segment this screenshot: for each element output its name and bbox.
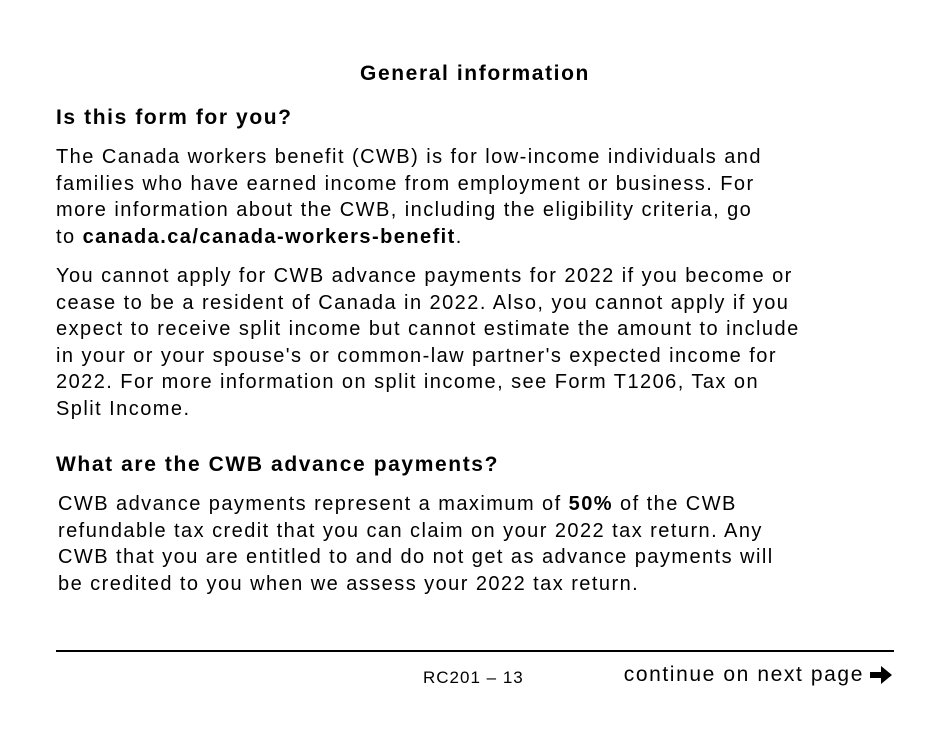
paragraph-eligibility-restrictions <box>56 263 916 422</box>
page-title: General information <box>360 62 590 85</box>
footer-divider <box>56 650 894 652</box>
continue-label: continue on next page <box>623 663 864 686</box>
paragraph-advance-payments <box>58 491 918 597</box>
text-line <box>56 224 916 251</box>
text-line: CWB that you are entitled to and do not get as advance payments will <box>58 546 774 568</box>
text-line: refundable tax credit that you can claim on your 2022 tax return. Any <box>58 519 763 542</box>
text-line: The Canada workers benefit (CWB) is for low-income individuals and <box>56 146 762 168</box>
text-line: more information about the CWB, including the eligibility criteria, go <box>56 199 753 221</box>
continue-next-page-link[interactable] <box>624 663 894 687</box>
text-line: in your or your spouse's or common-law partner's expected income for <box>56 344 777 367</box>
text-line: be credited to you when we assess your 2022 tax return. <box>58 572 640 595</box>
text-line <box>58 491 918 518</box>
section-heading-advance-payments: What are the CWB advance payments? <box>56 453 499 476</box>
form-page-number: RC201 – 13 <box>423 668 524 687</box>
cwb-website-link[interactable]: canada.ca/canada-workers-benefit <box>82 225 456 248</box>
text-line: Split Income. <box>56 397 191 420</box>
text-line: 2022. For more information on split income, see Form T1206, Tax on <box>56 371 760 393</box>
text-line: expect to receive split income but cannot estimate the amount to include <box>56 318 800 340</box>
text-fragment: of the CWB <box>613 493 737 515</box>
arrow-right-icon <box>868 663 894 687</box>
text-line: cease to be a resident of Canada in 2022. Also, you cannot apply if you <box>56 291 790 314</box>
text-line: families who have earned income from employment or business. For <box>56 172 755 195</box>
text-line: You cannot apply for CWB advance payments for 2022 if you become or <box>56 265 793 287</box>
text-fragment: . <box>455 225 463 248</box>
paragraph-cwb-intro <box>56 144 916 250</box>
section-heading-form-for-you: Is this form for you? <box>56 106 293 129</box>
text-fragment: to <box>56 225 83 248</box>
text-fragment: CWB advance payments represent a maximum of <box>58 493 569 515</box>
percentage-highlight: 50% <box>568 493 614 515</box>
